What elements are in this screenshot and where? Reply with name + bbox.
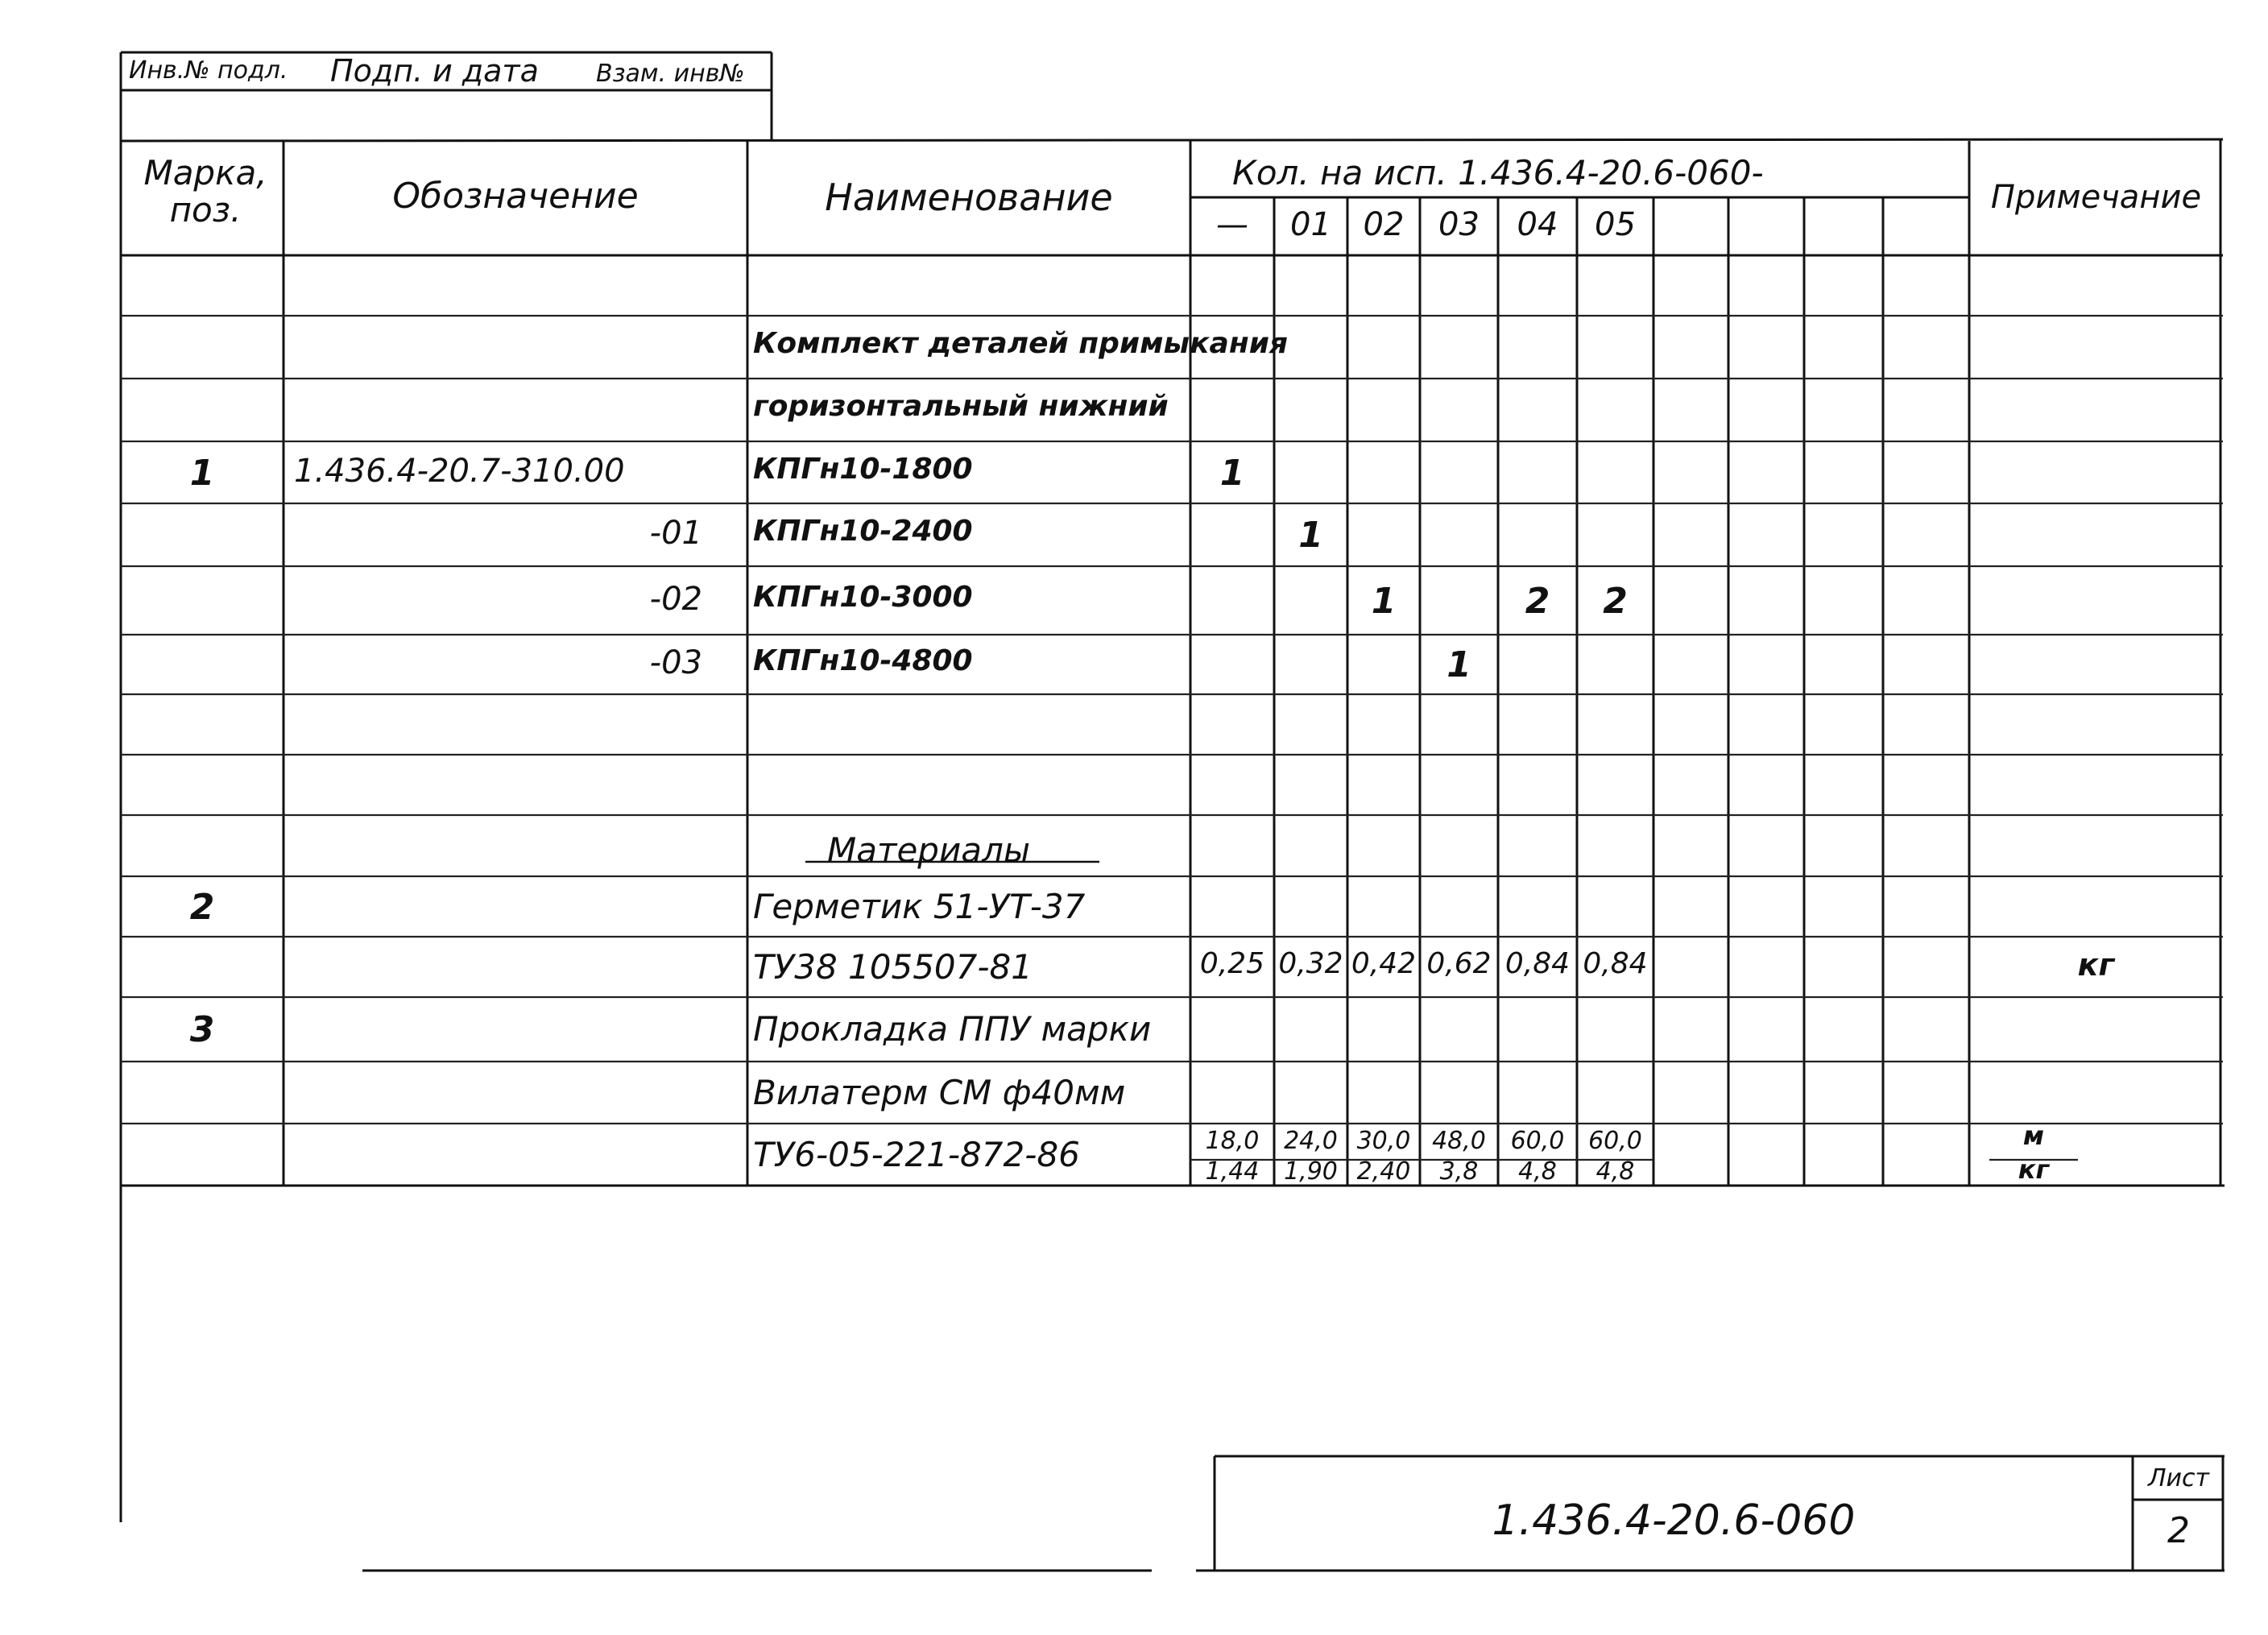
qty-cell-top: 60,0 bbox=[1588, 1127, 1642, 1155]
row-position: 3 bbox=[189, 1009, 215, 1050]
qty-column-header: — bbox=[1216, 206, 1248, 243]
row-name: Комплект деталей примыкания bbox=[753, 327, 1289, 360]
qty-column-header: 03 bbox=[1438, 206, 1480, 243]
qty-cell: 0,25 bbox=[1199, 946, 1265, 980]
header-mark-pos: Марка, поз. bbox=[143, 153, 267, 230]
row-designation: 1.436.4-20.7-310.00 bbox=[294, 452, 625, 490]
header-designation: Обозначение bbox=[392, 176, 639, 217]
row-name: ТУ6-05-221-872-86 bbox=[753, 1134, 1080, 1174]
row-name: КПГн10-1800 bbox=[753, 452, 973, 486]
stamp-sheet-number: 2 bbox=[2167, 1510, 2190, 1551]
qty-cell: 1 bbox=[1446, 644, 1471, 685]
stamp-sheet-label: Лист bbox=[2147, 1464, 2210, 1492]
qty-cell-top: 48,0 bbox=[1432, 1127, 1486, 1155]
row-name: Прокладка ППУ марки bbox=[753, 1009, 1152, 1049]
qty-cell: 0,84 bbox=[1504, 946, 1571, 980]
qty-cell: 0,32 bbox=[1278, 946, 1343, 980]
row-name: КПГн10-3000 bbox=[753, 580, 973, 614]
qty-cell: 0,84 bbox=[1583, 946, 1648, 980]
qty-cell: 1 bbox=[1219, 452, 1245, 494]
qty-cell-top: 30,0 bbox=[1356, 1127, 1411, 1155]
qty-cell-top: 60,0 bbox=[1510, 1127, 1565, 1155]
row-note: кг bbox=[2077, 946, 2115, 983]
header-qty-caption: Кол. на исп. 1.436.4-20.6-060- bbox=[1232, 153, 1764, 192]
qty-cell-bottom: 4,8 bbox=[1518, 1157, 1557, 1186]
row-position: 2 bbox=[189, 886, 215, 928]
stamp-doc-code: 1.436.4-20.6-060 bbox=[1492, 1496, 1856, 1545]
row-name: горизонтальный нижний bbox=[753, 390, 1169, 423]
row-name: Вилатерм СМ ф40мм bbox=[753, 1072, 1126, 1112]
qty-cell: 0,42 bbox=[1351, 946, 1417, 980]
qty-cell-bottom: 4,8 bbox=[1595, 1157, 1635, 1186]
row-designation: -03 bbox=[649, 644, 702, 681]
qty-cell: 0,62 bbox=[1426, 946, 1492, 980]
qty-cell-top: 18,0 bbox=[1205, 1127, 1260, 1155]
row-name: Герметик 51-УТ-37 bbox=[753, 886, 1086, 926]
row-name: ТУ38 105507-81 bbox=[753, 946, 1033, 987]
row-designation: -02 bbox=[649, 580, 702, 618]
header-name: Наименование bbox=[825, 176, 1113, 219]
row-name: КПГн10-2400 bbox=[753, 515, 973, 548]
qty-cell-bottom: 3,8 bbox=[1439, 1157, 1479, 1186]
qty-column-header: 05 bbox=[1595, 206, 1636, 243]
qty-cell: 2 bbox=[1603, 580, 1628, 622]
qty-cell-top: 24,0 bbox=[1284, 1127, 1338, 1155]
row-position: 1 bbox=[189, 452, 215, 494]
qty-cell: 1 bbox=[1298, 515, 1323, 556]
qty-cell-bottom: 1,44 bbox=[1205, 1157, 1260, 1186]
row-note-bottom: кг bbox=[2018, 1154, 2050, 1185]
header-note: Примечание bbox=[1990, 179, 2202, 216]
qty-column-header: 01 bbox=[1290, 206, 1331, 243]
row-note-top: м bbox=[2022, 1120, 2045, 1151]
qty-cell-bottom: 1,90 bbox=[1284, 1157, 1338, 1186]
row-name: Материалы bbox=[827, 830, 1030, 870]
row-designation: -01 bbox=[649, 515, 702, 552]
qty-cell: 2 bbox=[1525, 580, 1550, 622]
sign-date-label: Подп. и дата bbox=[330, 53, 539, 89]
qty-cell: 1 bbox=[1371, 580, 1397, 622]
qty-cell-bottom: 2,40 bbox=[1356, 1157, 1411, 1186]
qty-column-header: 02 bbox=[1363, 206, 1405, 243]
inv-no-label: Инв.№ подл. bbox=[129, 56, 288, 85]
replace-inv-label: Взам. инв№ bbox=[596, 60, 745, 88]
row-name: КПГн10-4800 bbox=[753, 644, 973, 677]
qty-column-header: 04 bbox=[1517, 206, 1558, 243]
